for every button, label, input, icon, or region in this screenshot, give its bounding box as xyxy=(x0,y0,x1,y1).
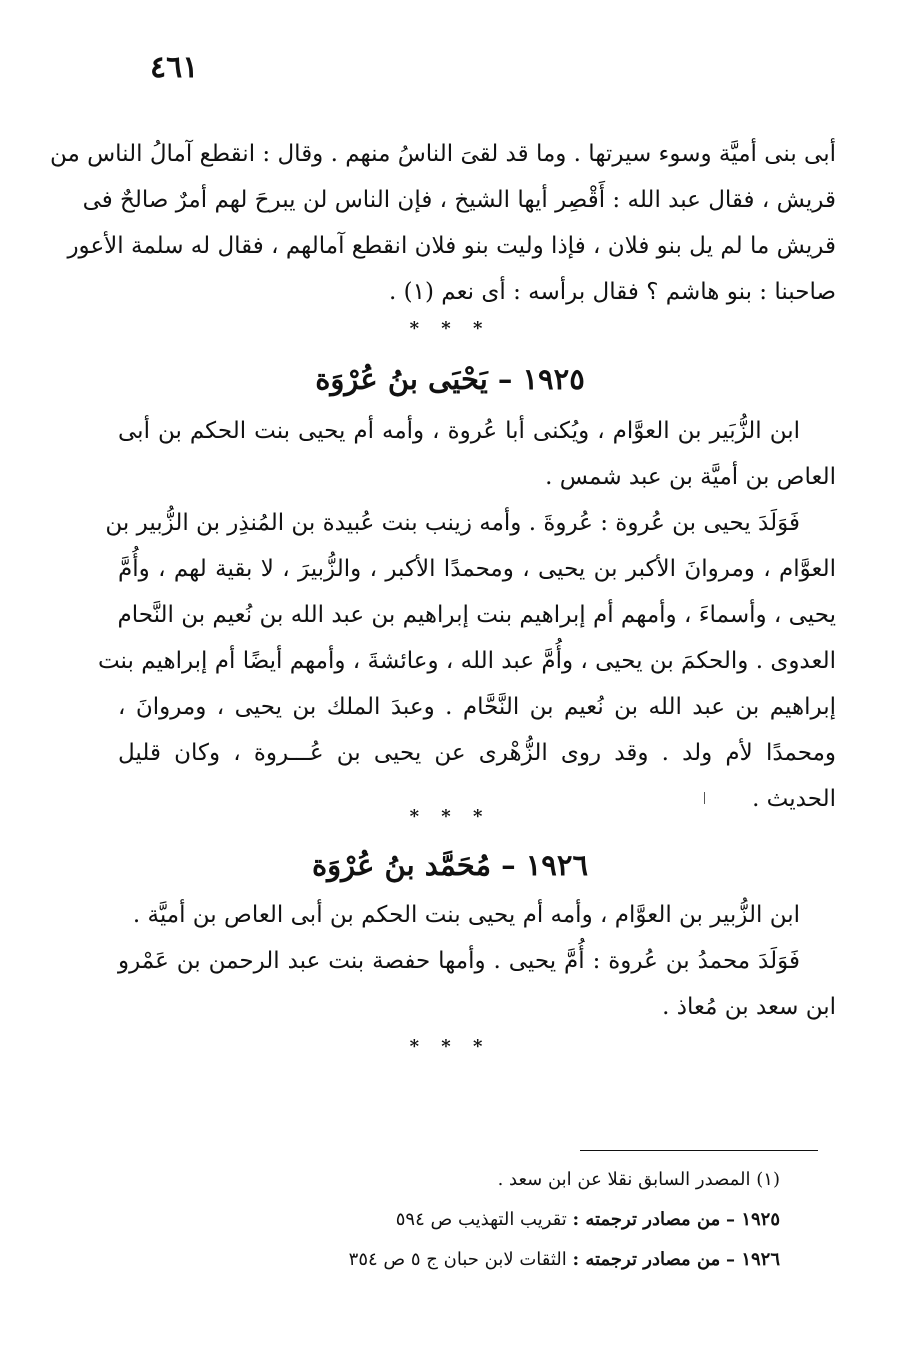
text-line: قريش ، فقال عبد الله : أَقْصِر أيها الشيخ ، فإن الناس لن يبرحَ لهم أمرٌ صالحٌ فى xyxy=(82,187,836,213)
page-number: ٤٦١ xyxy=(150,50,199,85)
text-line: العاص بن أميَّة بن عبد شمس . xyxy=(545,464,836,490)
footnote-text: الثقات لابن حبان ج ٥ ص ٣٥٤ xyxy=(348,1249,567,1270)
footnote-source-1925 xyxy=(250,1200,780,1240)
print-mark xyxy=(704,792,705,804)
footnote-label: من مصادر ترجمته : xyxy=(572,1209,721,1230)
section-separator: * * * xyxy=(409,318,491,339)
entry-heading-1926: ١٩٢٦ – مُحَمَّد بنُ عُرْوَة xyxy=(311,848,589,882)
text-line: ومحمدًا لأم ولد . وقد روى الزُّهْرى عن يحيى بن عُـــروة ، وكان قليل xyxy=(118,740,836,766)
section-separator: * * * xyxy=(409,1036,491,1057)
entry-1926-body xyxy=(118,892,836,1030)
text-line: الحديث . xyxy=(752,786,836,812)
entry-1925-body xyxy=(97,408,836,822)
section-separator: * * * xyxy=(409,806,491,827)
entry-heading-1925: ١٩٢٥ – يَحْيَى بنُ عُرْوَة xyxy=(315,362,585,396)
text-line: العوَّام ، ومروانَ الأكبر بن يحيى ، ومحمدًا الأكبر ، والزُّبيرَ ، لا بقية لهم ، وأُمَّ xyxy=(118,556,836,582)
footnotes xyxy=(250,1160,780,1280)
footnote-entry-number: ١٩٢٥ – xyxy=(726,1209,780,1230)
text-line: صاحبنا : بنو هاشم ؟ فقال برأسه : أى نعم (١) . xyxy=(389,279,836,305)
footnote-label: من مصادر ترجمته : xyxy=(572,1249,721,1270)
text-line: فَوَلَدَ محمدُ بن عُروة : أُمَّ يحيى . وأمها حفصة بنت عبد الرحمن بن عَمْرو xyxy=(118,948,800,974)
text-line: ابن الزُّبَير بن العوَّام ، ويُكنى أبا عُروة ، وأمه أم يحيى بنت الحكم بن أبى xyxy=(118,418,800,444)
text-line: فَوَلَدَ يحيى بن عُروة : عُروةَ . وأمه زينب بنت عُبيدة بن المُنذِر بن الزُّبير بن xyxy=(105,510,800,536)
text-line: ابن سعد بن مُعاذ . xyxy=(662,994,836,1020)
text-line: ابن الزُّبير بن العوَّام ، وأمه أم يحيى بنت الحكم بن أبى العاص بن أميَّة . xyxy=(132,902,800,928)
footnote-text: (١) المصدر السابق نقلا عن ابن سعد . xyxy=(497,1169,780,1190)
text-line: يحيى ، وأسماءَ ، وأمهم أم إبراهيم بنت إبراهيم بن عبد الله بن نُعيم بن النَّحام xyxy=(117,602,836,628)
footnote-rule xyxy=(580,1150,818,1151)
text-line: قريش ما لم يل بنو فلان ، فإذا وليت بنو فلان انقطع آمالهم ، فقال له سلمة الأعور xyxy=(67,233,836,259)
footnote-1 xyxy=(250,1160,780,1200)
footnote-entry-number: ١٩٢٦ – xyxy=(726,1249,780,1270)
text-line: إبراهيم بن عبد الله بن نُعيم بن النَّحَّام . وعبدَ الملك بن يحيى ، ومروانَ ، xyxy=(118,694,836,720)
footnote-text: تقريب التهذيب ص ٥٩٤ xyxy=(395,1209,567,1230)
text-line: أبى بنى أميَّة وسوء سيرتها . وما قد لقىَ الناسُ منهم . وقال : انقطع آمالُ الناس من xyxy=(49,141,836,167)
intro-paragraph xyxy=(49,131,836,315)
text-line: العدوى . والحكمَ بن يحيى ، وأُمَّ عبد الله ، وعائشةَ ، وأمهم أيضًا أم إبراهيم بنت xyxy=(97,648,836,674)
footnote-source-1926 xyxy=(250,1240,780,1280)
